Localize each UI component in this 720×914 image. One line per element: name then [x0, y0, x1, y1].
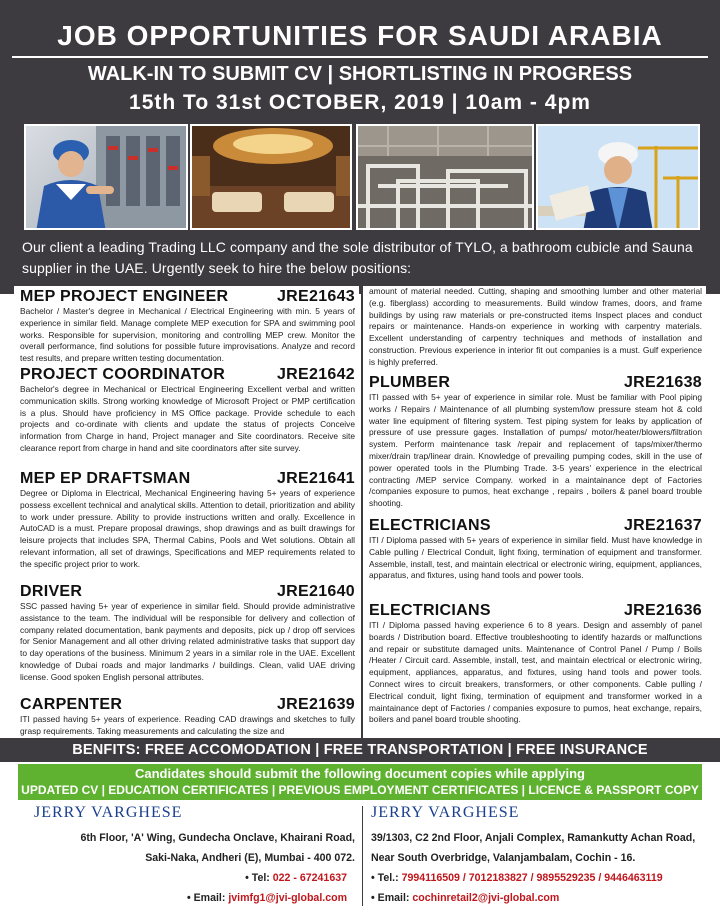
job-title: MEP PROJECT ENGINEER: [20, 288, 229, 305]
engineer-photo: [536, 124, 700, 230]
poster-dates: 15th To 31st OCTOBER, 2019 | 10am - 4pm: [129, 91, 591, 114]
job-title: PROJECT COORDINATOR: [20, 366, 226, 383]
job-description: ITI passed with 5+ year of experience in similar role. Must be familiar with Pool piping works / Repairs / Maintenance of all plumbing system/low pressure steam hot & cold water line equipment of filtering system. Test piping system for leaks by application of pressure of use pressure gages. Installation of pumps/ motor/heater/blowers/filtration system. Perform maintenance task /repair and replacement of taps/mixer/thermo mixer/drain trap/linear drain. Knowledge of prevailing pumping codes, skill in the use of power operated tools in the Plumbing Trade. 3-5 years' experience in the electrical contracting /MEP service Company. worked in a maintainance dept of Factories /companies exposure to pumos, heat exchange , repairs , boilers & panel board trouble shooting.: [369, 392, 702, 509]
electrician-photo: [24, 124, 188, 230]
interior-photo: [190, 124, 352, 230]
job-description: Bachelor's degree in Mechanical or Electrical Engineering Excellent verbal and written communication skills. Strong working knowledge of Microsoft Project or PMP certification is a plus. Should have proficiency in MS Office package. Provide schedule to each projects and co-ordinate with clients and update the status of projects Conceive information from Charge in hand, Project manager and Site coordinators. Receive site clearance report from charge in hand and site coordinators after site survey.: [20, 384, 355, 453]
poster-title: JOB OPPORTUNITIES FOR SAUDI ARABIA: [57, 20, 663, 51]
office-address-line2: Saki-Naka, Andheri (E), Mumbai - 400 072.: [145, 852, 355, 864]
job-code: JRE21638: [623, 374, 702, 391]
job-description: SSC passed having 5+ year of experience in similar field. Should provide administrative assistance to the team. The individual will be responsible for delivery and collection of company related documentation, bank payments and deposits, pick up / drop off services for Senior Management and all other driving related administrative tasks that support day to day operations of the business. Minimum 2 years in a similar role in the UAE. Excellent knowledge of Dubai roads and major landmarks / buildings. Clean, valid UAE driving license. Good spoken English personal attributes.: [20, 601, 355, 682]
office-email: [371, 890, 711, 906]
job-title: CARPENTER: [20, 696, 123, 713]
phone-label: • Tel:: [245, 872, 270, 884]
job-title: PLUMBER: [369, 374, 451, 391]
job-code: JRE21643: [276, 288, 355, 305]
office-cochin: [371, 804, 711, 914]
right-column: [363, 286, 706, 738]
office-mumbai: [30, 804, 355, 914]
phone-number[interactable]: 7994116509 / 7012183827 / 9895529235 / 9446463119: [401, 872, 663, 884]
job-description: Degree or Diploma in Electrical, Mechanical Engineering having 5+ years of experience possess excellent technical and analytical skills. Attention to detail, prioritization and ability to work under pressure. Ability to provide instructions written and orally. Excellence in AutoCAD is a must. Prepare proposal drawings, shop drawings and as built drawings for leisure projects that includes SPA, Thermal Cabins, Pools and Wet solutions. Obtain all relevant information, all set of drawings, Specifications and MEP requirements related to the specific project prior to work.: [20, 488, 355, 569]
phone-number[interactable]: 022 - 67241637: [272, 872, 347, 884]
job-mep-project-engineer: [20, 288, 355, 365]
job-code: JRE21642: [276, 366, 355, 383]
office-address-line1: 6th Floor, 'A' Wing, Gundecha Onclave, Khairani Road,: [80, 832, 355, 844]
intro-text: Our client a leading Trading LLC company and the sole distributor of TYLO, a bathroom cubicle and Sauna supplier in the UAE. Urgently seek to hire the below positions:: [22, 239, 693, 276]
plumbing-photo: [356, 124, 534, 230]
job-carpenter: [20, 696, 355, 738]
phone-label: • Tel.:: [371, 872, 399, 884]
poster-subtitle: WALK-IN TO SUBMIT CV | SHORTLISTING IN PROGRESS: [87, 63, 633, 85]
office-address-line1: 39/1303, C2 2nd Floor, Anjali Complex, Ramankutty Achan Road,: [371, 832, 696, 844]
job-code: JRE21639: [276, 696, 355, 713]
office-phone: [30, 870, 355, 886]
company-logo: JERRY VARGHESE: [34, 804, 183, 821]
email-label: • Email:: [186, 892, 226, 904]
job-code: JRE21641: [276, 470, 355, 487]
job-project-coordinator: [20, 366, 355, 455]
job-description: ITI / Diploma passed with 5+ years of experience in similar field. Must have knowledge in Cable pulling / Electrical Conduit, light fixing, termination of equipment and transformer. Assemble, install, test, and maintain electrical or electronic wiring, equipment, appliances, apparatus, and fixtures, using hand tools and power tools.: [369, 535, 702, 581]
left-column: [14, 286, 359, 738]
documents-box: [18, 764, 702, 800]
documents-intro: Candidates should submit the following document copies while applying: [135, 766, 585, 781]
carpenter-description-continued: amount of material needed. Cutting, shaping and smoothing lumber and other material (e.g. fiberglass) according to measurements. Build window frames, doors, and frame buildings by using raw materials or pre-constructed items Inspect places and conduct repairs or maintenance. Hands-on experience in working with carpentry materials. Excellent understanding of carpentry techniques and methods of installation and construction. Previous experience in interior fit out companies is a must. Gulf experience is highly preferred.: [369, 286, 702, 367]
email-link[interactable]: cochinretail2@jvi-global.com: [412, 892, 560, 904]
job-mep-ep-draftsman: [20, 470, 355, 571]
job-plumber: [369, 374, 702, 510]
office-phone: [371, 870, 711, 886]
job-description: ITI passed having 5+ years of experience. Reading CAD drawings and sketches to fully grasp requirements. Taking measurements and calculating the size and: [20, 714, 355, 736]
job-code: JRE21637: [623, 517, 702, 534]
job-driver: [20, 583, 355, 684]
documents-list: UPDATED CV | EDUCATION CERTIFICATES | PREVIOUS EMPLOYMENT CERTIFICATES | LICENCE & PASSPORT COPY: [21, 783, 699, 797]
footer-divider: [362, 806, 363, 906]
job-description: Bachelor / Master's degree in Mechanical / Electrical Engineering with min. 5 years of experience in similar field. Manage complete MEP execution for SPA and swimming pool works. Responsible for supervision, monitoring and controlling MEP crew. Monitor the overall performance, find solutions for possible future improvisations. Analyze and record test results, and prepare written testing documentation.: [20, 306, 355, 364]
job-title: DRIVER: [20, 583, 83, 600]
email-label: • Email:: [371, 892, 410, 904]
email-link[interactable]: jvimfg1@jvi-global.com: [228, 892, 347, 904]
job-title: ELECTRICIANS: [369, 602, 491, 619]
office-email: [30, 890, 355, 906]
title-divider: [12, 56, 708, 58]
job-code: JRE21636: [623, 602, 702, 619]
benefits-bar: BENFITS: FREE ACCOMODATION | FREE TRANSPORTATION | FREE INSURANCE: [0, 738, 720, 762]
company-logo: JERRY VARGHESE: [371, 804, 520, 821]
job-title: ELECTRICIANS: [369, 517, 491, 534]
office-address-line2: Near South Overbridge, Valanjambalam, Cochin - 16.: [371, 852, 636, 864]
job-description: ITI / Diploma passed having experience 6 to 8 years. Design and assembly of panel boards / Distribution board. Effective troubleshooting to identify hazards or malfunctions and repair or substitute damaged units. Maintenance of Control Panel / Pump / Boils /Heater / Circuit card. Assemble, install, test, and maintain electrical or electronic wiring, equipment, appliances, apparatus, and fixtures, using hand tools and power tools. Connect wires to circuit breakers, transformers, or other components. Cable pulling / Electrical conduit, light fixing, termination of equipment and transformer worked in a maintainance dept of Factories / companies exposure to pumos, heat exchange, repairs, boilers and panel board trouble shooting.: [369, 620, 702, 725]
job-code: JRE21640: [276, 583, 355, 600]
job-electricians-2: [369, 602, 702, 726]
job-electricians-1: [369, 517, 702, 582]
job-title: MEP EP DRAFTSMAN: [20, 470, 191, 487]
